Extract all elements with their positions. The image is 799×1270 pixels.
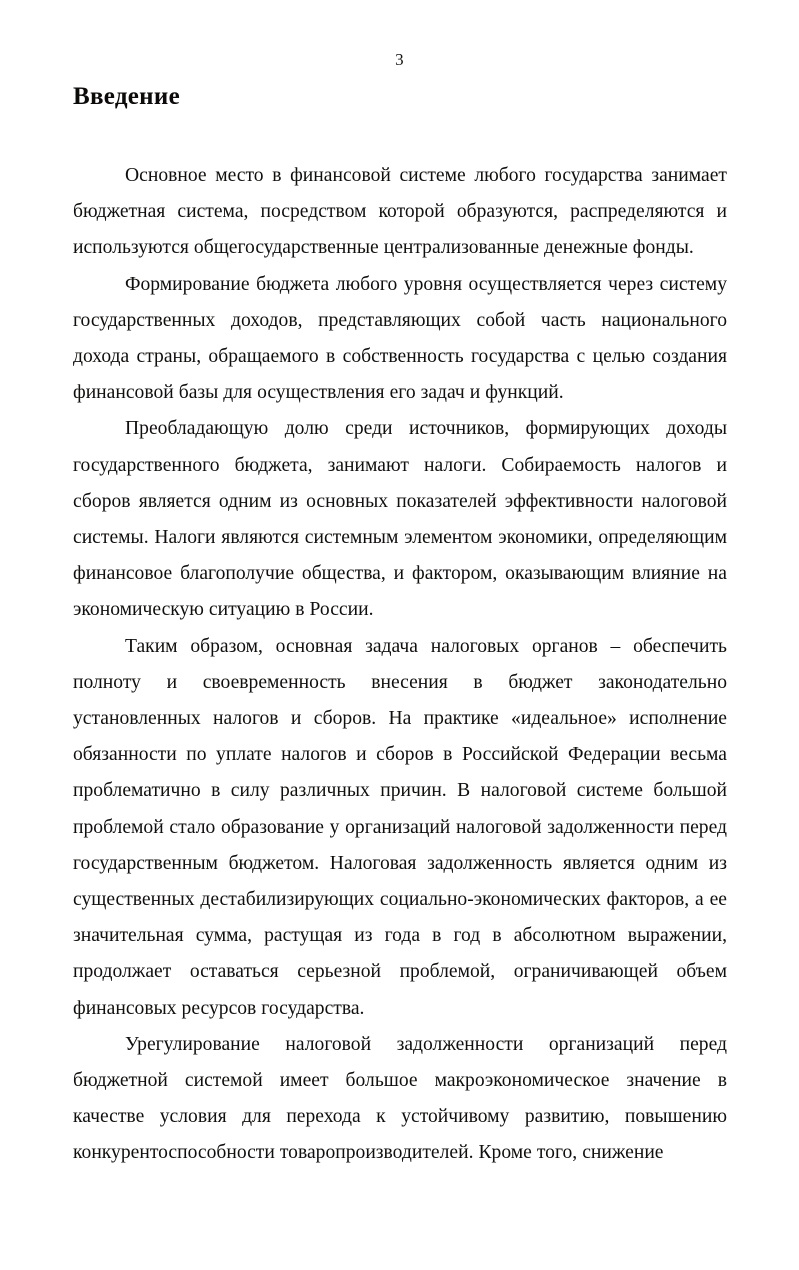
paragraph: Урегулирование налоговой задолженности организаций перед бюджетной системой имеет большое макроэкономическое значение в качестве условия для перехода к устойчивому развитию, повышению конкурентоспособности товаропроизводителей. Кроме того, снижение: [73, 1033, 727, 1164]
section-heading: Введение: [73, 83, 180, 110]
paragraph: Таким образом, основная задача налоговых органов – обеспечить полноту и своевременность внесения в бюджет законодательно установленных налогов и сборов. На практике «идеальное» исполнение обязанности по уплате налогов и сборов в Российской Федерации весьма проблематично в силу различных причин. В налоговой системе большой проблемой стало образование у организаций налоговой задолженности перед государственным бюджетом. Налоговая задолженность является одним из существенных дестабилизирующих социально-экономических факторов, а ее значительная сумма, растущая из года в год в абсолютном выражении, продолжает оставаться серьезной проблемой, ограничивающей объем финансовых ресурсов государства.: [73, 635, 727, 1019]
paragraph: Преобладающую долю среди источников, формирующих доходы государственного бюджета, занимают налоги. Собираемость налогов и сборов является одним из основных показателей эффективности налоговой системы. Налоги являются системным элементом экономики, определяющим финансовое благополучие общества, и фактором, оказывающим влияние на экономическую ситуацию в России.: [73, 418, 727, 621]
paragraph: Основное место в финансовой системе любого государства занимает бюджетная система, посредством которой образуются, распределяются и используются общегосударственные централизованные денежные фонды.: [73, 165, 727, 259]
paragraph: Формирование бюджета любого уровня осуществляется через систему государственных доходов, представляющих собой часть национального дохода страны, обращаемого в собственность государства с целью создания финансовой базы для осуществления его задач и функций.: [73, 273, 727, 404]
page-number: 3: [395, 50, 404, 69]
page-content: [73, 82, 727, 1172]
body-text: [73, 158, 727, 1172]
